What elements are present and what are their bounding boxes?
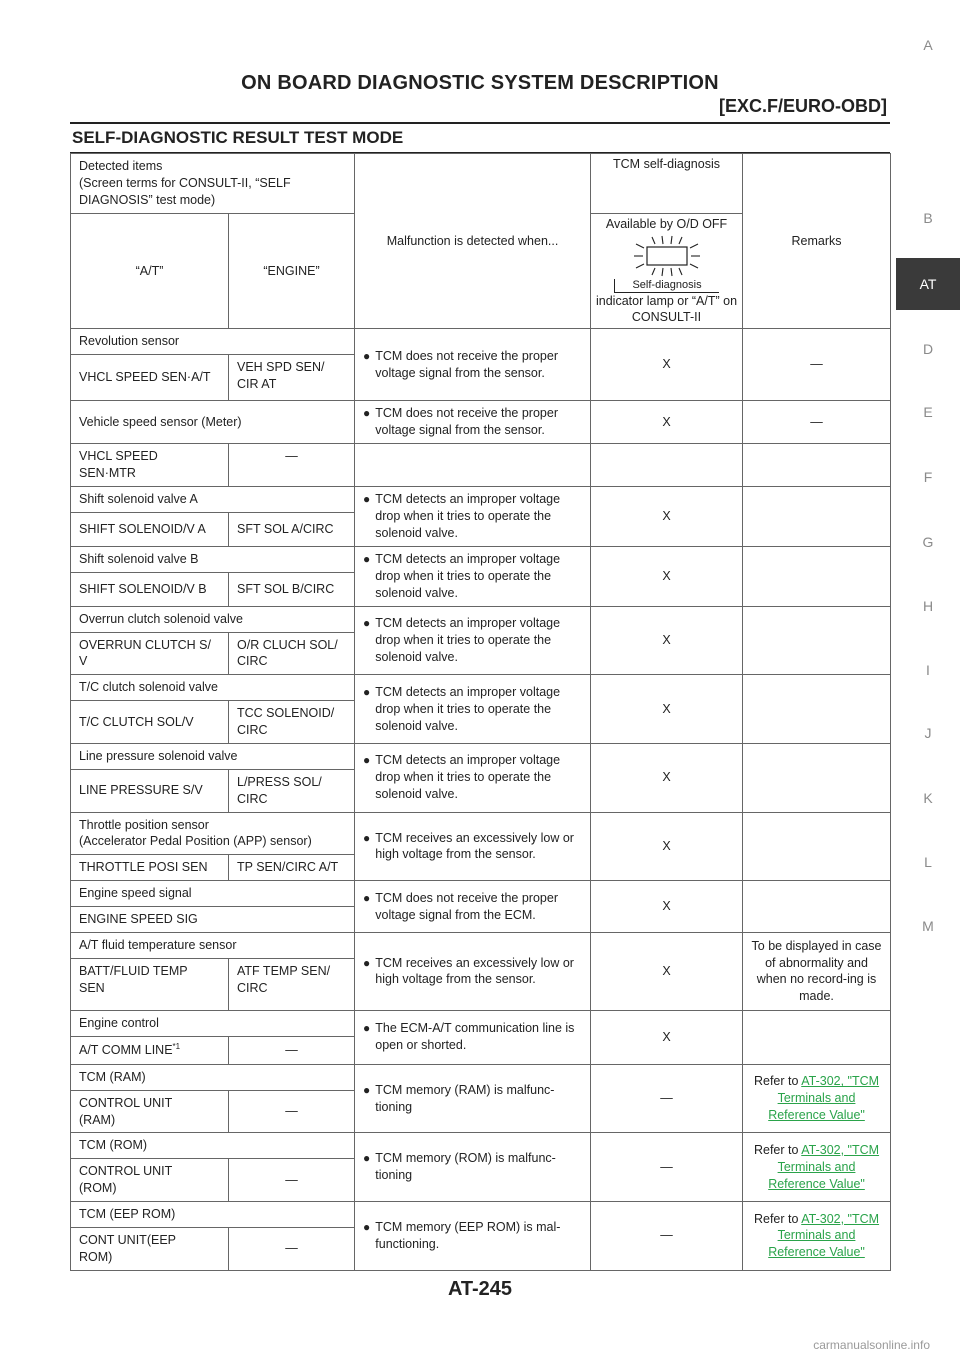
side-index-letter[interactable]: K: [923, 790, 933, 806]
available-mark: X: [591, 812, 743, 881]
malfunction-condition: The ECM-A/T communication line is open or shorted.: [375, 1021, 575, 1053]
remarks-prefix: Refer to: [753, 1074, 802, 1089]
at-screen-term: ENGINE SPEED SIG: [71, 907, 355, 933]
malfunction-condition: TCM detects an improper voltage drop when it tries to operate the solenoid valve.: [375, 551, 561, 600]
remarks-prefix: Refer to: [753, 1142, 802, 1157]
side-index-letter[interactable]: A: [923, 37, 933, 53]
header-remarks: Remarks: [743, 154, 891, 329]
item-name: Engine control: [71, 1010, 355, 1036]
header-indicator-text: indicator lamp or “A/T” on CONSULT-II: [596, 293, 738, 325]
available-mark: X: [591, 606, 743, 675]
reference-link[interactable]: AT-302, "TCM Terminals and Reference Value": [768, 1074, 880, 1122]
remarks-cell: [743, 546, 891, 606]
engine-screen-term: —: [229, 1036, 355, 1064]
remarks-cell: [743, 881, 891, 933]
item-name: TCM (EEP ROM): [71, 1202, 355, 1228]
remarks-cell: [743, 812, 891, 881]
at-screen-term: BATT/FLUID TEMP SEN: [71, 958, 229, 1010]
self-diagnosis-lamp-label: Self-diagnosis: [614, 279, 719, 293]
side-index-letter[interactable]: I: [926, 662, 930, 678]
side-index-letter[interactable]: J: [924, 725, 932, 741]
malfunction-condition: TCM does not receive the proper voltage signal from the sensor.: [375, 406, 558, 437]
side-index-active-tab[interactable]: AT: [896, 258, 960, 310]
at-screen-term: VHCL SPEED SEN·A/T: [71, 355, 229, 401]
item-name: Revolution sensor: [71, 329, 355, 355]
engine-screen-term: VEH SPD SEN/ CIR AT: [229, 355, 355, 401]
malfunction-condition: TCM detects an improper voltage drop when it tries to operate the solenoid valve.: [375, 753, 561, 802]
available-mark: X: [591, 546, 743, 606]
item-name: Throttle position sensor (Accelerator Pedal Position (APP) sensor): [71, 812, 355, 855]
remarks-cell: [743, 486, 891, 546]
at-screen-term-text: A/T COMM LINE: [79, 1042, 173, 1057]
at-screen-term: CONTROL UNIT (ROM): [71, 1159, 229, 1202]
item-name: Vehicle speed sensor (Meter): [71, 401, 355, 444]
item-name: T/C clutch solenoid valve: [71, 675, 355, 701]
document-header-subtitle: [EXC.F/EURO-OBD]: [719, 96, 887, 116]
malfunction-condition: TCM receives an excessively low or high voltage from the sensor.: [375, 830, 574, 862]
engine-screen-term: TCC SOLENOID/ CIRC: [229, 701, 355, 744]
at-screen-term: SHIFT SOLENOID/V A: [71, 512, 229, 546]
malfunction-condition: TCM detects an improper voltage drop when it tries to operate the solenoid valve.: [375, 616, 561, 664]
item-name: Line pressure solenoid valve: [71, 743, 355, 769]
header-engine: “ENGINE”: [229, 213, 355, 329]
at-screen-term: T/C CLUTCH SOL/V: [71, 701, 229, 744]
malfunction-condition: TCM memory (RAM) is malfunc-tioning: [375, 1082, 555, 1114]
side-index-letter[interactable]: M: [922, 918, 934, 934]
engine-screen-term: —: [229, 443, 355, 486]
at-screen-term: SHIFT SOLENOID/V B: [71, 572, 229, 606]
available-mark: —: [591, 1202, 743, 1271]
malfunction-condition: TCM does not receive the proper voltage signal from the ECM.: [375, 890, 558, 922]
malfunction-condition: TCM receives an excessively low or high voltage from the sensor.: [375, 955, 574, 987]
available-mark: X: [591, 881, 743, 933]
remarks-cell: [743, 1202, 891, 1271]
item-name: Shift solenoid valve A: [71, 486, 355, 512]
side-index-letter[interactable]: H: [922, 598, 934, 614]
item-name: Shift solenoid valve B: [71, 546, 355, 572]
engine-screen-term: TP SEN/CIRC A/T: [229, 855, 355, 881]
at-screen-term: LINE PRESSURE S/V: [71, 769, 229, 812]
remarks-cell: [743, 1064, 891, 1133]
malfunction-condition: TCM does not receive the proper voltage signal from the sensor.: [375, 348, 558, 380]
engine-screen-term: O/R CLUCH SOL/ CIRC: [229, 632, 355, 675]
section-title: SELF-DIAGNOSTIC RESULT TEST MODE: [72, 128, 404, 147]
side-index-letter[interactable]: F: [923, 469, 933, 485]
at-screen-term: CONTROL UNIT (RAM): [71, 1090, 229, 1133]
available-mark: X: [591, 486, 743, 546]
item-name: TCM (ROM): [71, 1133, 355, 1159]
engine-screen-term: —: [229, 1227, 355, 1270]
available-mark: —: [591, 1133, 743, 1202]
side-index-letter[interactable]: B: [923, 210, 933, 226]
side-index-letter[interactable]: G: [922, 534, 934, 550]
malfunction-condition: TCM memory (EEP ROM) is mal-functioning.: [375, 1219, 561, 1251]
available-mark: X: [591, 933, 743, 1011]
engine-screen-term: SFT SOL A/CIRC: [229, 512, 355, 546]
remarks-cell: [743, 1010, 891, 1064]
at-screen-term: VHCL SPEED SEN·MTR: [71, 443, 229, 486]
reference-link[interactable]: AT-302, "TCM Terminals and Reference Value": [768, 1211, 880, 1260]
page-number: AT-245: [447, 1278, 513, 1300]
at-screen-term: [71, 1036, 229, 1064]
remarks-cell: [743, 675, 891, 744]
available-mark: X: [591, 401, 743, 444]
header-malfunction: Malfunction is detected when...: [355, 154, 591, 329]
available-mark: —: [591, 1064, 743, 1133]
header-rule: [70, 122, 890, 124]
side-index-letter[interactable]: L: [924, 854, 932, 870]
engine-screen-term: SFT SOL B/CIRC: [229, 572, 355, 606]
self-diagnostic-table: Detected items (Screen terms for CONSULT-II, “SELF DIAGNOSIS” test mode) Malfunction is detected when... TCM self-diagnosis Remarks “A/T” “ENGINE” Available by O/D OFF Self-diagnosis indicator lamp or “A/T” on CONSULT-II Revolution sensor ● TCM does not receive the proper voltage signal from the sensor. X — VHCL SPEED SEN·A/T VEH SPD SEN/ CIR AT Vehicle speed sensor (Meter) ● TCM does not receive the proper voltage signal from the sensor. X — VHCL SPEED SEN·MTR — Shift solenoid valve A ● TCM detects an improper voltage drop when it tries to operate the solenoid valve. X SHIFT SOLENOID/V A SFT SOL A/CIRC Shift solenoid valve B ● TCM detects an improper voltage drop when it tries to operate the solenoid valve. X SHIFT SOLENOID/V B SFT SOL B/CIRC Overrun clutch solenoid valve ● TCM detects an improper voltage drop when it tries to operate the solenoid valve. X OVERRUN CLUTCH S/ V O/R CLUCH SOL/ CIRC T/C clutch solenoid valve ● TCM detects an improper voltage drop when it tries to operate the solenoid valve. X T/C CLUTCH SOL/V TCC SOLENOID/ CIRC Line pressure solenoid valve ● TCM detects an improper voltage drop when it tries to operate the solenoid valve. X LINE PRESSURE S/V L/PRESS SOL/ CIRC Throttle position sensor (Accelerator Pedal Position (APP) sensor) ● TCM receives an excessively low or high voltage from the sensor. X THROTTLE POSI SEN TP SEN/CIRC A/T Engine speed signal ● TCM does not receive the proper voltage signal from the ECM. X ENGINE SPEED SIG A/T fluid temperature sensor ● TCM receives an excessively low or high voltage from the sensor. X To be displayed in case of abnormality and when no record-ing is made. BATT/FLUID TEMP SEN ATF TEMP SEN/ CIRC Engine control ● The ECM-A/T communication line is open or shorted. X A/T COMM LINE$^{*1}$ — TCM (RAM) ● TCM memory (RAM) is malfunc-tioning — Refer to AT-302, "TCM Terminals and Reference Value" CONTROL UNIT (RAM) — TCM (ROM) ● TCM memory (ROM) is malfunc-tioning — Refer to AT-302, "TCM Terminals and Reference Value" CONTROL UNIT (ROM) — TCM (EEP ROM) ● TCM memory (EEP ROM) is mal-functioning. — Refer to AT-302, "TCM Terminals and Reference Value" CONT UNIT(EEP ROM) —: [70, 153, 891, 1271]
at-screen-term: CONT UNIT(EEP ROM): [71, 1227, 229, 1270]
remarks-cell: —: [743, 329, 891, 401]
footnote-marker: *1: [172, 1041, 181, 1051]
header-at: “A/T”: [71, 213, 229, 329]
malfunction-condition: TCM detects an improper voltage drop when it tries to operate the solenoid valve.: [375, 491, 561, 540]
item-name: Engine speed signal: [71, 881, 355, 907]
remarks-prefix: Refer to: [753, 1211, 802, 1226]
at-screen-term: THROTTLE POSI SEN: [71, 855, 229, 881]
available-mark: X: [591, 329, 743, 401]
remarks-cell: —: [743, 401, 891, 444]
side-index-letter[interactable]: D: [922, 341, 934, 357]
engine-screen-term: —: [229, 1159, 355, 1202]
reference-link[interactable]: AT-302, "TCM Terminals and Reference Value": [768, 1142, 880, 1191]
document-header-title: ON BOARD DIAGNOSTIC SYSTEM DESCRIPTION: [241, 72, 719, 94]
engine-screen-term: L/PRESS SOL/ CIRC: [229, 769, 355, 812]
remarks-cell: [743, 606, 891, 675]
item-name: TCM (RAM): [71, 1064, 355, 1090]
remarks-cell: [743, 1133, 891, 1202]
side-index-letter[interactable]: E: [923, 404, 933, 420]
engine-screen-term: —: [229, 1090, 355, 1133]
remarks-cell: To be displayed in case of abnormality and when no record-ing is made.: [743, 933, 891, 1011]
malfunction-condition: TCM detects an improper voltage drop when it tries to operate the solenoid valve.: [375, 684, 561, 733]
remarks-cell: [743, 743, 891, 812]
available-mark: X: [591, 1010, 743, 1064]
header-available-by: Available by O/D OFF: [605, 216, 728, 231]
header-tcm-self-diagnosis: TCM self-diagnosis: [591, 154, 743, 214]
available-mark: X: [591, 743, 743, 812]
at-screen-term: OVERRUN CLUTCH S/ V: [71, 632, 229, 675]
header-detected-items: Detected items (Screen terms for CONSULT-II, “SELF DIAGNOSIS” test mode): [71, 154, 355, 214]
available-mark: X: [591, 675, 743, 744]
engine-screen-term: ATF TEMP SEN/ CIRC: [229, 958, 355, 1010]
item-name: A/T fluid temperature sensor: [71, 933, 355, 959]
malfunction-condition: TCM memory (ROM) is malfunc-tioning: [375, 1151, 556, 1183]
self-diagnosis-lamp-icon: [595, 235, 738, 293]
watermark: carmanualsonline.info: [813, 1338, 930, 1352]
item-name: Overrun clutch solenoid valve: [71, 606, 355, 632]
